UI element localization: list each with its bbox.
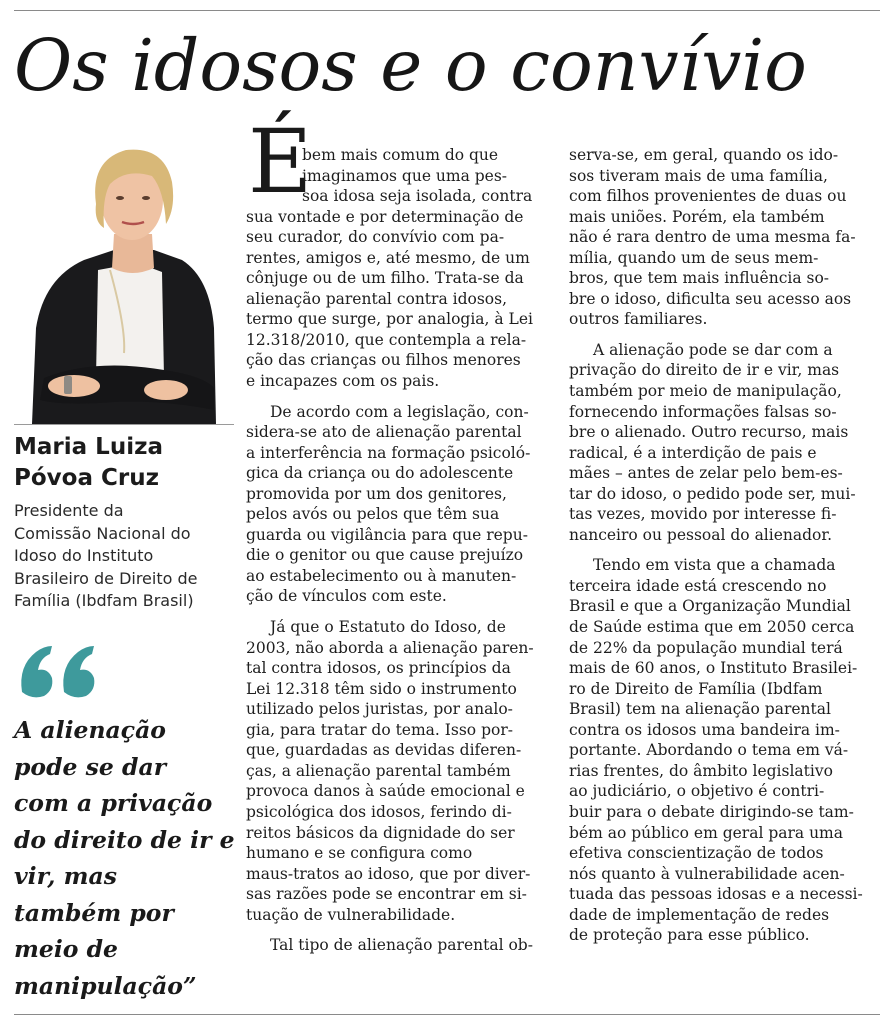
text-line: mais uniões. Porém, ela também xyxy=(569,207,825,226)
text-line: a interferência na formação psicoló- xyxy=(246,443,531,462)
pull-quote-line: pode se dar xyxy=(14,752,167,781)
pull-quote-line: do direito de ir e xyxy=(14,825,235,854)
text-line: 2003, não aborda a alienação paren- xyxy=(246,638,534,657)
text-line: tar do idoso, o pedido pode ser, mui- xyxy=(569,484,856,503)
text-line: Já que o Estatuto do Idoso, de xyxy=(270,618,506,637)
text-line: mília, quando um de seus mem- xyxy=(569,248,819,267)
text-line: dade de implementação de redes xyxy=(569,905,830,924)
drop-cap: É xyxy=(248,110,313,213)
text-line: seu curador, do convívio com pa- xyxy=(246,228,505,247)
text-line: terceira idade está crescendo no xyxy=(569,576,827,595)
text-line: sua vontade e por determinação de xyxy=(246,207,524,226)
author-name-line: Maria Luiza xyxy=(14,434,163,460)
text-line: ao judiciário, o objetivo é contri- xyxy=(569,782,825,801)
pull-quote-line: vir, mas xyxy=(14,862,117,890)
text-line: Tendo em vista que a chamada xyxy=(593,556,836,575)
text-line: privação do direito de ir e vir, mas xyxy=(569,361,840,380)
pull-quote-line: meio de xyxy=(14,935,118,963)
text-line: pelos avós ou pelos que têm sua xyxy=(246,505,500,524)
text-line: rentes, amigos e, até mesmo, de um xyxy=(246,248,530,267)
text-line: soa idosa seja isolada, contra xyxy=(302,187,533,206)
text-line: e incapazes com os pais. xyxy=(246,372,440,391)
text-line: tal contra idosos, os princípios da xyxy=(246,659,511,678)
pull-quote-line: com a privação xyxy=(14,789,213,817)
text-line: também por meio de manipulação, xyxy=(569,382,842,401)
author-role xyxy=(14,500,240,613)
text-line: com filhos provenientes de duas ou xyxy=(569,187,847,206)
text-line: de Saúde estima que em 2050 cerca xyxy=(569,618,855,637)
article-column-1 xyxy=(246,145,551,956)
text-line: ças, a alienação parental também xyxy=(246,761,511,780)
text-line: maus-tratos ao idoso, que por diver- xyxy=(246,864,531,883)
text-line: tuada das pessoas idosas e a necessi- xyxy=(569,885,863,904)
text-line: ro de Direito de Família (Ibdfam xyxy=(569,679,823,698)
author-name xyxy=(14,432,234,494)
text-line: sos tiveram mais de uma família, xyxy=(569,166,828,185)
text-line: provoca danos à saúde emocional e xyxy=(246,782,525,801)
text-line: Brasil e que a Organização Mundial xyxy=(569,597,851,616)
pull-quote-line: também por xyxy=(14,898,174,927)
text-line: De acordo com a legislação, con- xyxy=(270,402,529,421)
top-rule xyxy=(14,10,880,11)
text-line: Lei 12.318 têm sido o instrumento xyxy=(246,679,517,698)
section-rule xyxy=(14,424,234,425)
text-line: gia, para tratar do tema. Isso por- xyxy=(246,720,513,739)
author-role-line: Família (Ibdfam Brasil) xyxy=(14,591,194,610)
text-line: imaginamos que uma pes- xyxy=(302,166,508,185)
text-line: guarda ou vigilância para que repu- xyxy=(246,525,528,544)
text-line: portante. Abordando o tema em vá- xyxy=(569,741,849,760)
pull-quote-line: A alienação xyxy=(14,716,166,744)
text-line: que, guardadas as devidas diferen- xyxy=(246,741,522,760)
text-line: bros, que tem mais influência so- xyxy=(569,269,830,288)
text-line: de 22% da população mundial terá xyxy=(569,638,843,657)
text-line: humano e se configura como xyxy=(246,844,473,863)
text-line: Tal tipo de alienação parental ob- xyxy=(270,936,533,955)
author-role-line: Presidente da xyxy=(14,501,124,520)
text-line: rias frentes, do âmbito legislativo xyxy=(569,761,833,780)
text-line: radical, é a interdição de pais e xyxy=(569,443,817,462)
text-line: não é rara dentro de uma mesma fa- xyxy=(569,228,856,247)
text-line: outros familiares. xyxy=(569,310,708,329)
text-line: utilizado pelos juristas, por analo- xyxy=(246,700,513,719)
text-line: nós quanto à vulnerabilidade acen- xyxy=(569,864,845,883)
text-line: bre o idoso, dificulta seu acesso aos xyxy=(569,289,852,308)
text-line: fornecendo informações falsas so- xyxy=(569,402,837,421)
text-line: tas vezes, movido por interesse fi- xyxy=(569,505,837,524)
text-line: termo que surge, por analogia, à Lei xyxy=(246,310,533,329)
text-line: efetiva conscientização de todos xyxy=(569,844,824,863)
text-line: die o genitor ou que cause prejuízo xyxy=(246,546,524,565)
text-line: bem mais comum do que xyxy=(302,146,499,164)
author-photo xyxy=(14,138,232,424)
text-line: A alienação pode se dar com a xyxy=(593,340,833,359)
author-role-line: Comissão Nacional do xyxy=(14,523,191,543)
text-line: gica da criança ou do adolescente xyxy=(246,464,514,483)
text-line: serva-se, em geral, quando os ido- xyxy=(569,146,839,164)
text-line: promovida por um dos genitores, xyxy=(246,484,507,503)
author-role-line: Brasileiro de Direito de xyxy=(14,568,198,588)
text-line: ao estabelecimento ou à manuten- xyxy=(246,566,517,585)
text-line: reitos básicos da dignidade do ser xyxy=(246,823,515,842)
text-line: bre o alienado. Outro recurso, mais xyxy=(569,423,849,442)
author-role-line: Idoso do Instituto xyxy=(14,546,154,565)
text-line: 12.318/2010, que contempla a rela- xyxy=(246,330,527,349)
pull-quote-line: manipulação” xyxy=(14,971,197,1000)
article-column-2 xyxy=(569,145,874,946)
quote-mark-icon xyxy=(14,630,104,710)
text-line: mais de 60 anos, o Instituto Brasilei- xyxy=(569,659,858,678)
text-line: mães – antes de zelar pelo bem-es- xyxy=(569,464,843,483)
text-line: bém ao público em geral para uma xyxy=(569,823,843,842)
text-line: nanceiro ou pessoal do alienador. xyxy=(569,525,833,544)
text-line: de proteção para esse público. xyxy=(569,926,810,945)
pull-quote xyxy=(14,712,238,1004)
text-line: ção de vínculos com este. xyxy=(246,587,447,606)
text-line: Brasil) tem na alienação parental xyxy=(569,700,831,719)
text-line: cônjuge ou de um filho. Trata-se da xyxy=(246,269,524,288)
text-line: psicológica dos idosos, ferindo di- xyxy=(246,802,512,821)
headline: Os idosos e o convívio xyxy=(14,24,807,107)
text-line: tuação de vulnerabilidade. xyxy=(246,905,456,924)
text-line: alienação parental contra idosos, xyxy=(246,289,507,308)
text-line: ção das crianças ou filhos menores xyxy=(246,351,521,370)
text-line: buir para o debate dirigindo-se tam- xyxy=(569,802,854,821)
author-name-line: Póvoa Cruz xyxy=(14,465,159,491)
text-line: sas razões pode se encontrar em si- xyxy=(246,885,527,904)
text-line: sidera-se ato de alienação parental xyxy=(246,423,522,442)
text-line: contra os idosos uma bandeira im- xyxy=(569,720,840,739)
bottom-rule xyxy=(14,1014,880,1015)
